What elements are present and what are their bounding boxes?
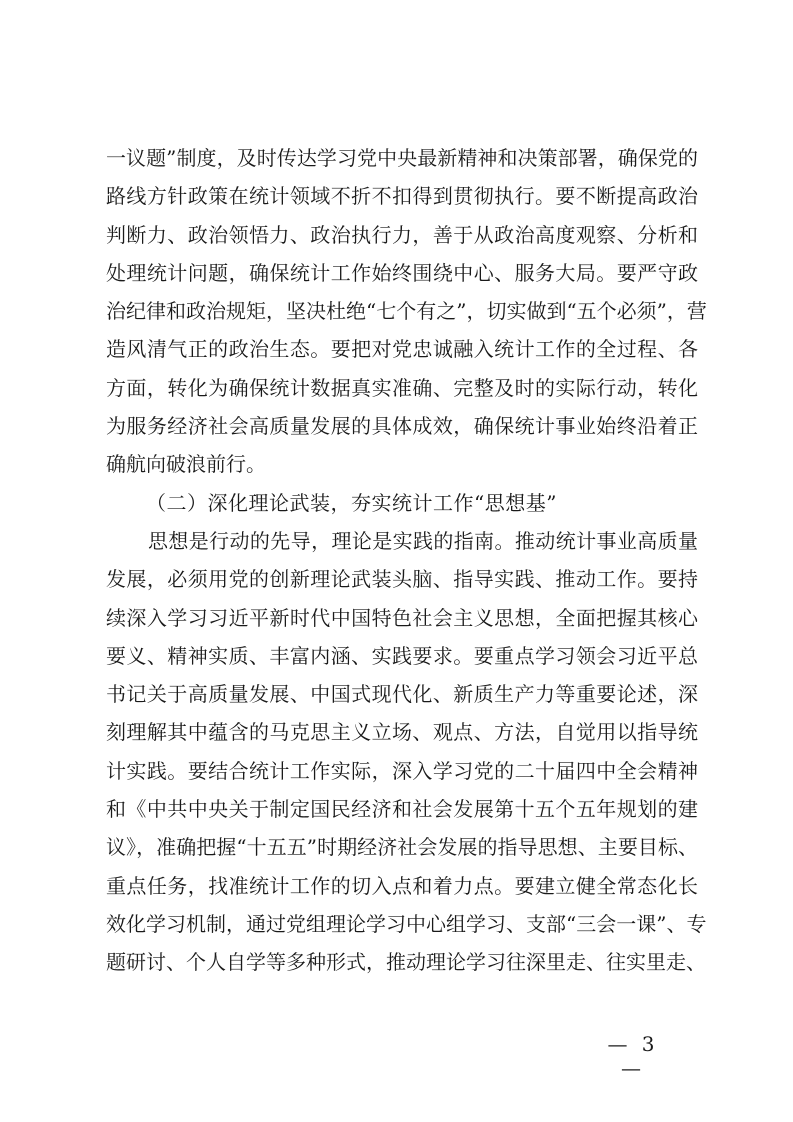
section-heading: （二）深化理论武装，夯实统计工作“思想基” (146, 490, 557, 515)
paragraph-2-line: 书记关于高质量发展、中国式现代化、新质生产力等重要论述，深 (106, 682, 698, 707)
paragraph-1-line: 一议题”制度，及时传达学习党中央最新精神和决策部署，确保党的 (106, 146, 698, 170)
paragraph-2-line: 刻理解其中蕴含的马克思主义立场、观点、方法，自觉用以指导统 (106, 720, 698, 745)
paragraph-2-line: 议》，准确把握“十五五”时期经济社会发展的指导思想、主要目标、 (106, 835, 698, 860)
paragraph-1-line: 判断力、政治领悟力、政治执行力，善于从政治高度观察、分析和 (106, 222, 698, 247)
paragraph-1-line: 路线方针政策在统计领域不折不扣得到贯彻执行。要不断提高政治 (106, 184, 698, 209)
paragraph-2-line: 和《中共中央关于制定国民经济和社会发展第十五个五年规划的建 (106, 797, 698, 822)
paragraph-2-line: 要义、精神实质、丰富内涵、实践要求。要重点学习领会习近平总 (106, 643, 698, 668)
paragraph-1-line: 处理统计问题，确保统计工作始终围绕中心、服务大局。要严守政 (106, 260, 698, 285)
paragraph-2-line: 思想是行动的先导，理论是实践的指南。推动统计事业高质量 (148, 528, 698, 553)
paragraph-1-line: 为服务经济社会高质量发展的具体成效，确保统计事业始终沿着正 (106, 414, 698, 439)
paragraph-1-line: 治纪律和政治规矩，坚决杜绝“七个有之”，切实做到“五个必须”，营 (106, 299, 707, 324)
document-body (106, 139, 707, 982)
paragraph-2-line: 计实践。要结合统计工作实际，深入学习党的二十届四中全会精神 (106, 758, 698, 783)
paragraph-1-line: 造风清气正的政治生态。要把对党忠诚融入统计工作的全过程、各 (106, 337, 698, 362)
paragraph-2-line: 续深入学习习近平新时代中国特色社会主义思想，全面把握其核心 (106, 605, 698, 630)
paragraph-2-line: 题研讨、个人自学等多种形式，推动理论学习往深里走、往实里走、 (106, 950, 706, 975)
paragraph-1-line: 确航向破浪前行。 (106, 452, 266, 477)
page-number: — 3 — (607, 1032, 659, 1080)
paragraph-2-line: 发展，必须用党的创新理论武装头脑、指导实践、推动工作。要持 (106, 567, 698, 592)
paragraph-2-line: 重点任务，找准统计工作的切入点和着力点。要建立健全常态化长 (106, 873, 698, 898)
paragraph-2-line: 效化学习机制，通过党组理论学习中心组学习、支部“三会一课”、专 (106, 911, 707, 936)
paragraph-1-line: 方面，转化为确保统计数据真实准确、完整及时的实际行动，转化 (106, 375, 698, 400)
